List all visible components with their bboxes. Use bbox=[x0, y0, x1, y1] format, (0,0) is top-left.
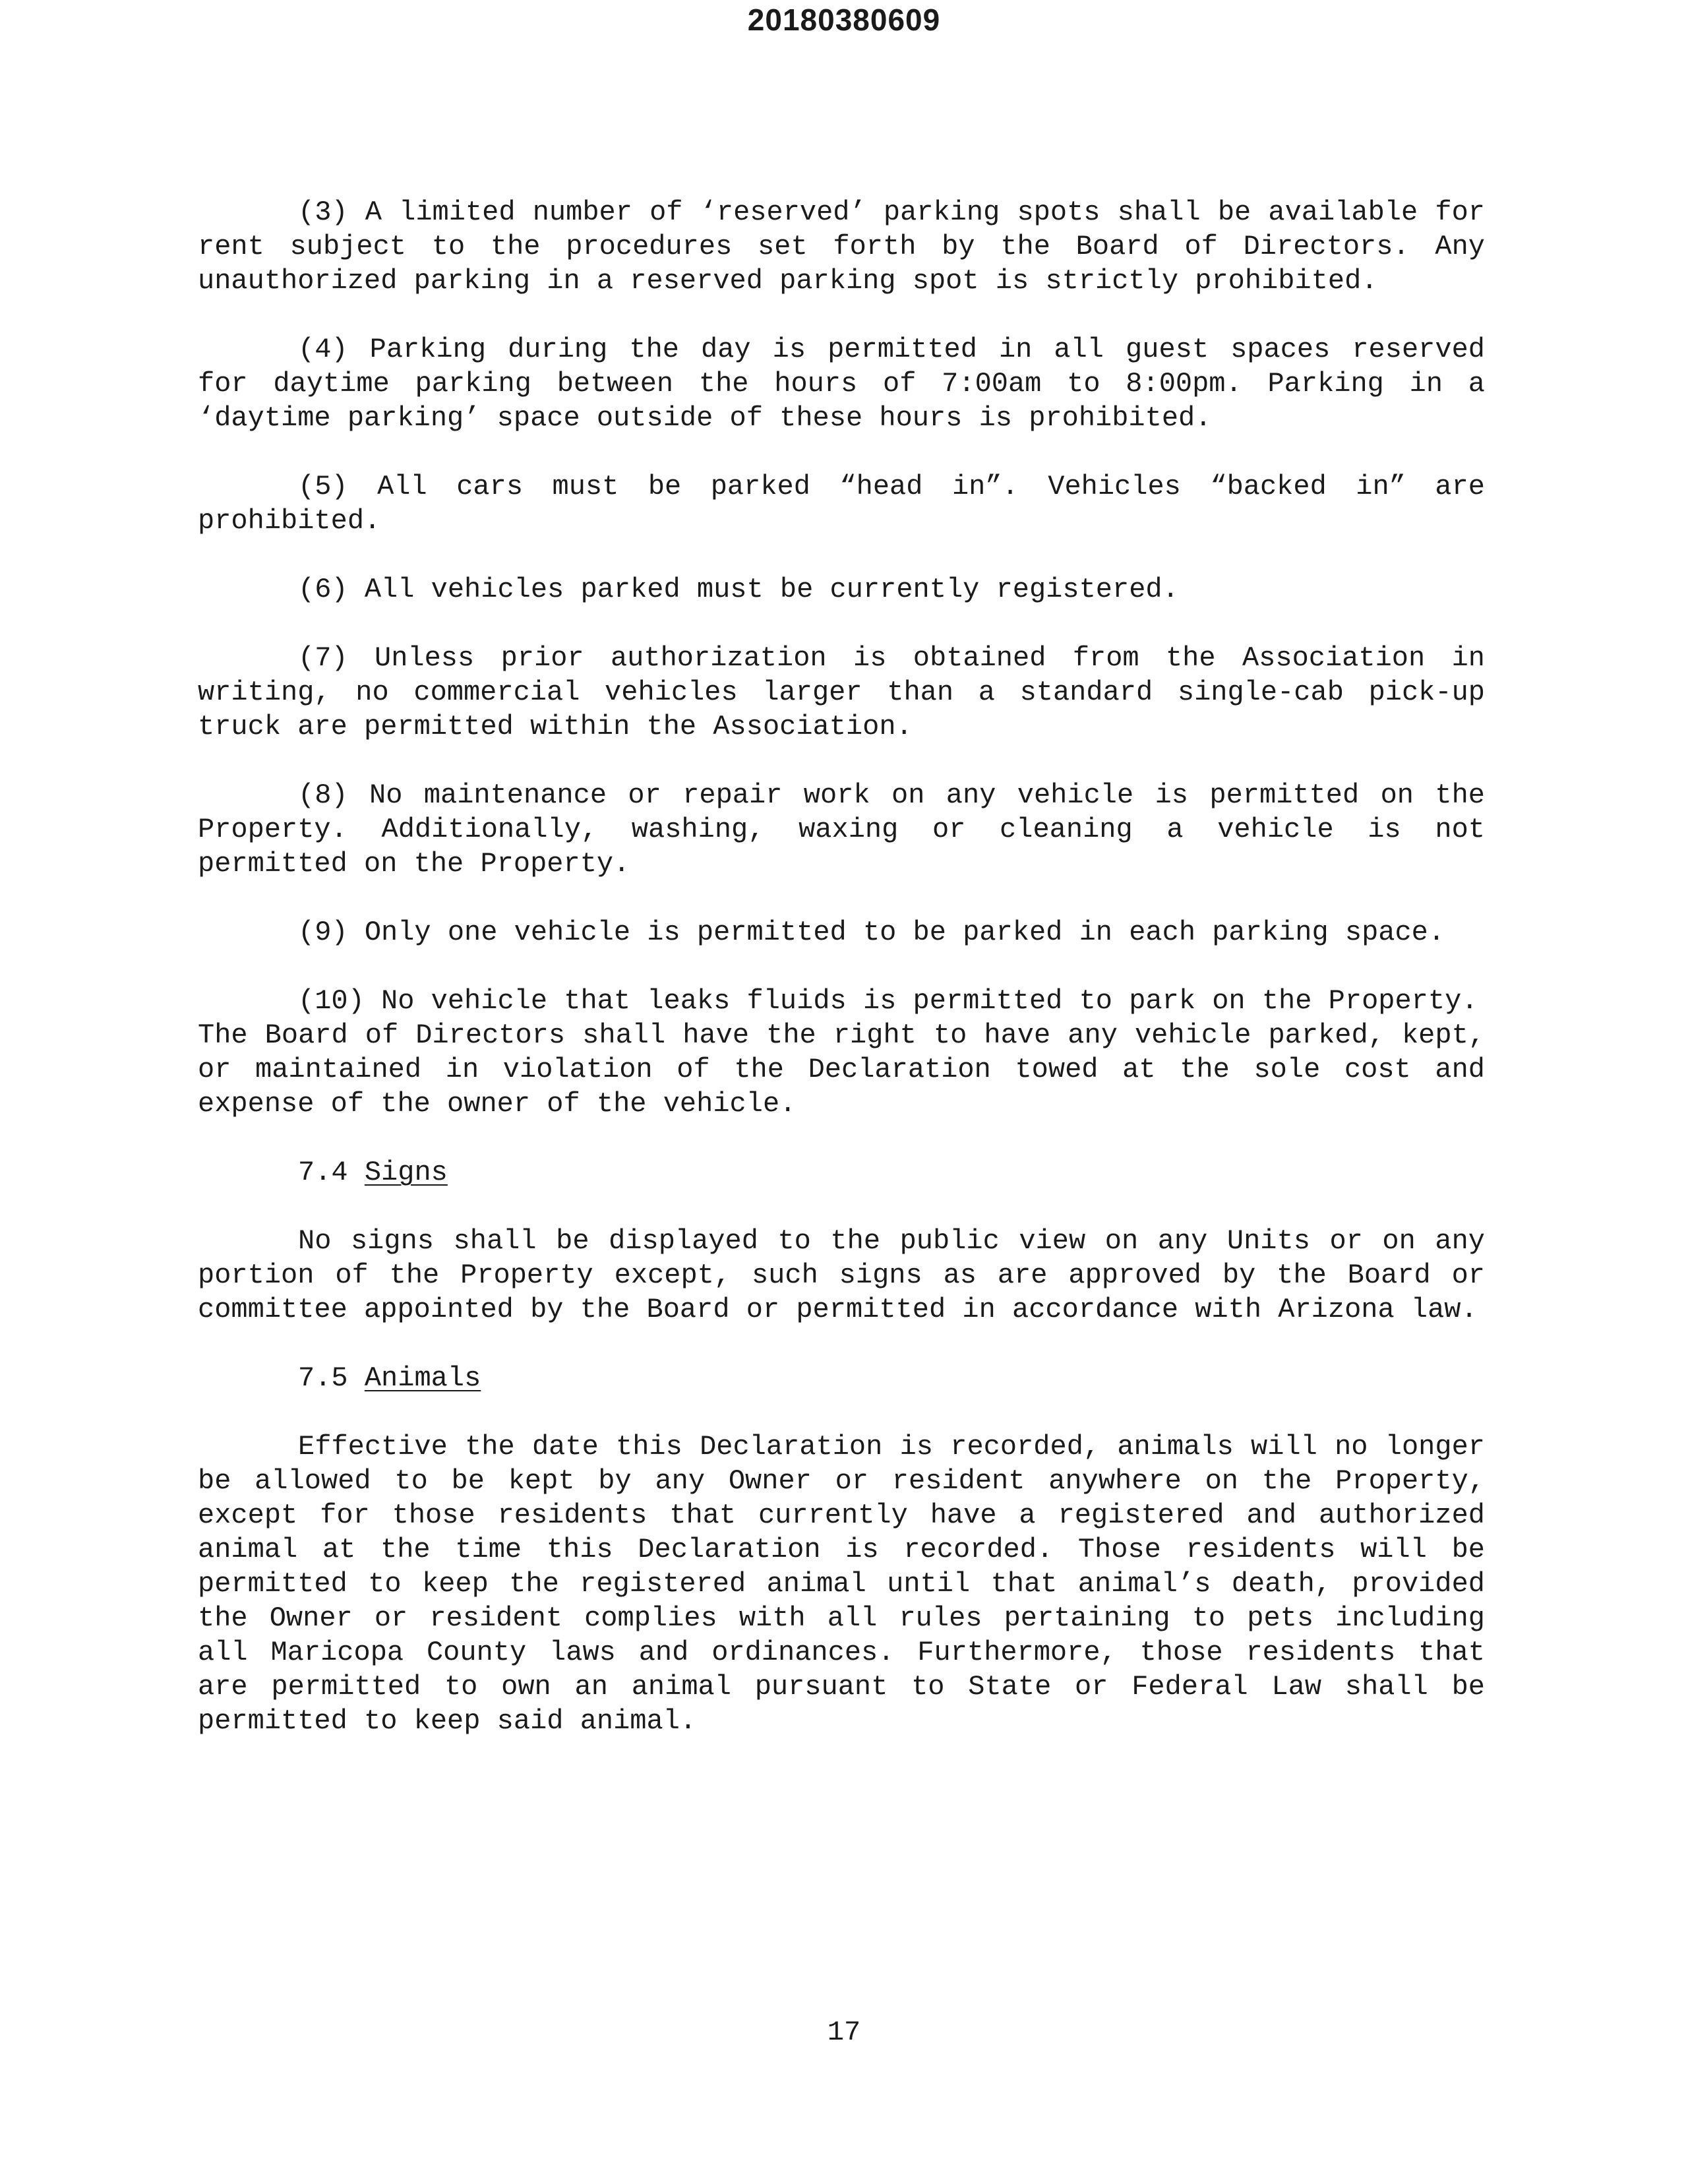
section-7-4-heading bbox=[198, 1155, 1485, 1190]
paragraph-3: (3) A limited number of ‘reserved’ parking spots shall be available for rent subject to the procedures set forth by the Board of Directors. Any unauthorized parking in a reserved parking spot is strictly prohibited. bbox=[198, 197, 1485, 297]
paragraph-4: (4) Parking during the day is permitted in all guest spaces reserved for daytime parking between the hours of 7:00am to 8:00pm. Parking in a ‘daytime parking’ space outside of these hours is prohibited. bbox=[198, 334, 1485, 434]
section-7-5-heading bbox=[198, 1361, 1485, 1395]
section-7-4-title: Signs bbox=[364, 1157, 448, 1188]
section-7-5-number: 7.5 bbox=[298, 1362, 348, 1394]
section-7-4-number: 7.4 bbox=[298, 1157, 348, 1188]
paragraph-6: (6) All vehicles parked must be currently registered. bbox=[298, 574, 1179, 605]
section-7-5-title: Animals bbox=[364, 1362, 481, 1394]
paragraph-9: (9) Only one vehicle is permitted to be parked in each parking space. bbox=[298, 917, 1445, 948]
paragraph-5: (5) All cars must be parked “head in”. Vehicles “backed in” are prohibited. bbox=[198, 471, 1485, 537]
paragraph-8: (8) No maintenance or repair work on any vehicle is permitted on the Property. Additionally, washing, waxing or cleaning a vehicle is not permitted on the Property. bbox=[198, 779, 1485, 880]
paragraph-10: (10) No vehicle that leaks fluids is permitted to park on the Property. bbox=[298, 985, 1478, 1017]
page-number: 17 bbox=[827, 2017, 861, 2048]
recording-number: 20180380609 bbox=[747, 3, 941, 37]
paragraph-7: (7) Unless prior authorization is obtained from the Association in writing, no commercial vehicles larger than a standard single-cab pick-up truck are permitted within the Association. bbox=[198, 642, 1485, 743]
section-7-4-body: No signs shall be displayed to the public view on any Units or on any portion of the Property except, such signs as are approved by the Board or committee appointed by the Board or permitted in accordance with Arizona law. bbox=[198, 1225, 1485, 1325]
document-body bbox=[198, 195, 1485, 1773]
section-7-5-body: Effective the date this Declaration is recorded, animals will no longer be allowed to be kept by any Owner or resident anywhere on the Property, except for those residents that currently have a registered and authorized animal at the time this Declaration is recorded. Those residents will be permitted to keep the registered animal until that animal’s death, provided the Owner or resident complies with all rules pertaining to pets including all Maricopa County laws and ordinances. Furthermore, those residents that are permitted to own an animal pursuant to State or Federal Law shall be permitted to keep said animal. bbox=[198, 1431, 1485, 1737]
towing-paragraph: The Board of Directors shall have the right to have any vehicle parked, kept, or maintained in violation of the Declaration towed at the sole cost and expense of the owner of the vehicle. bbox=[198, 1019, 1485, 1120]
